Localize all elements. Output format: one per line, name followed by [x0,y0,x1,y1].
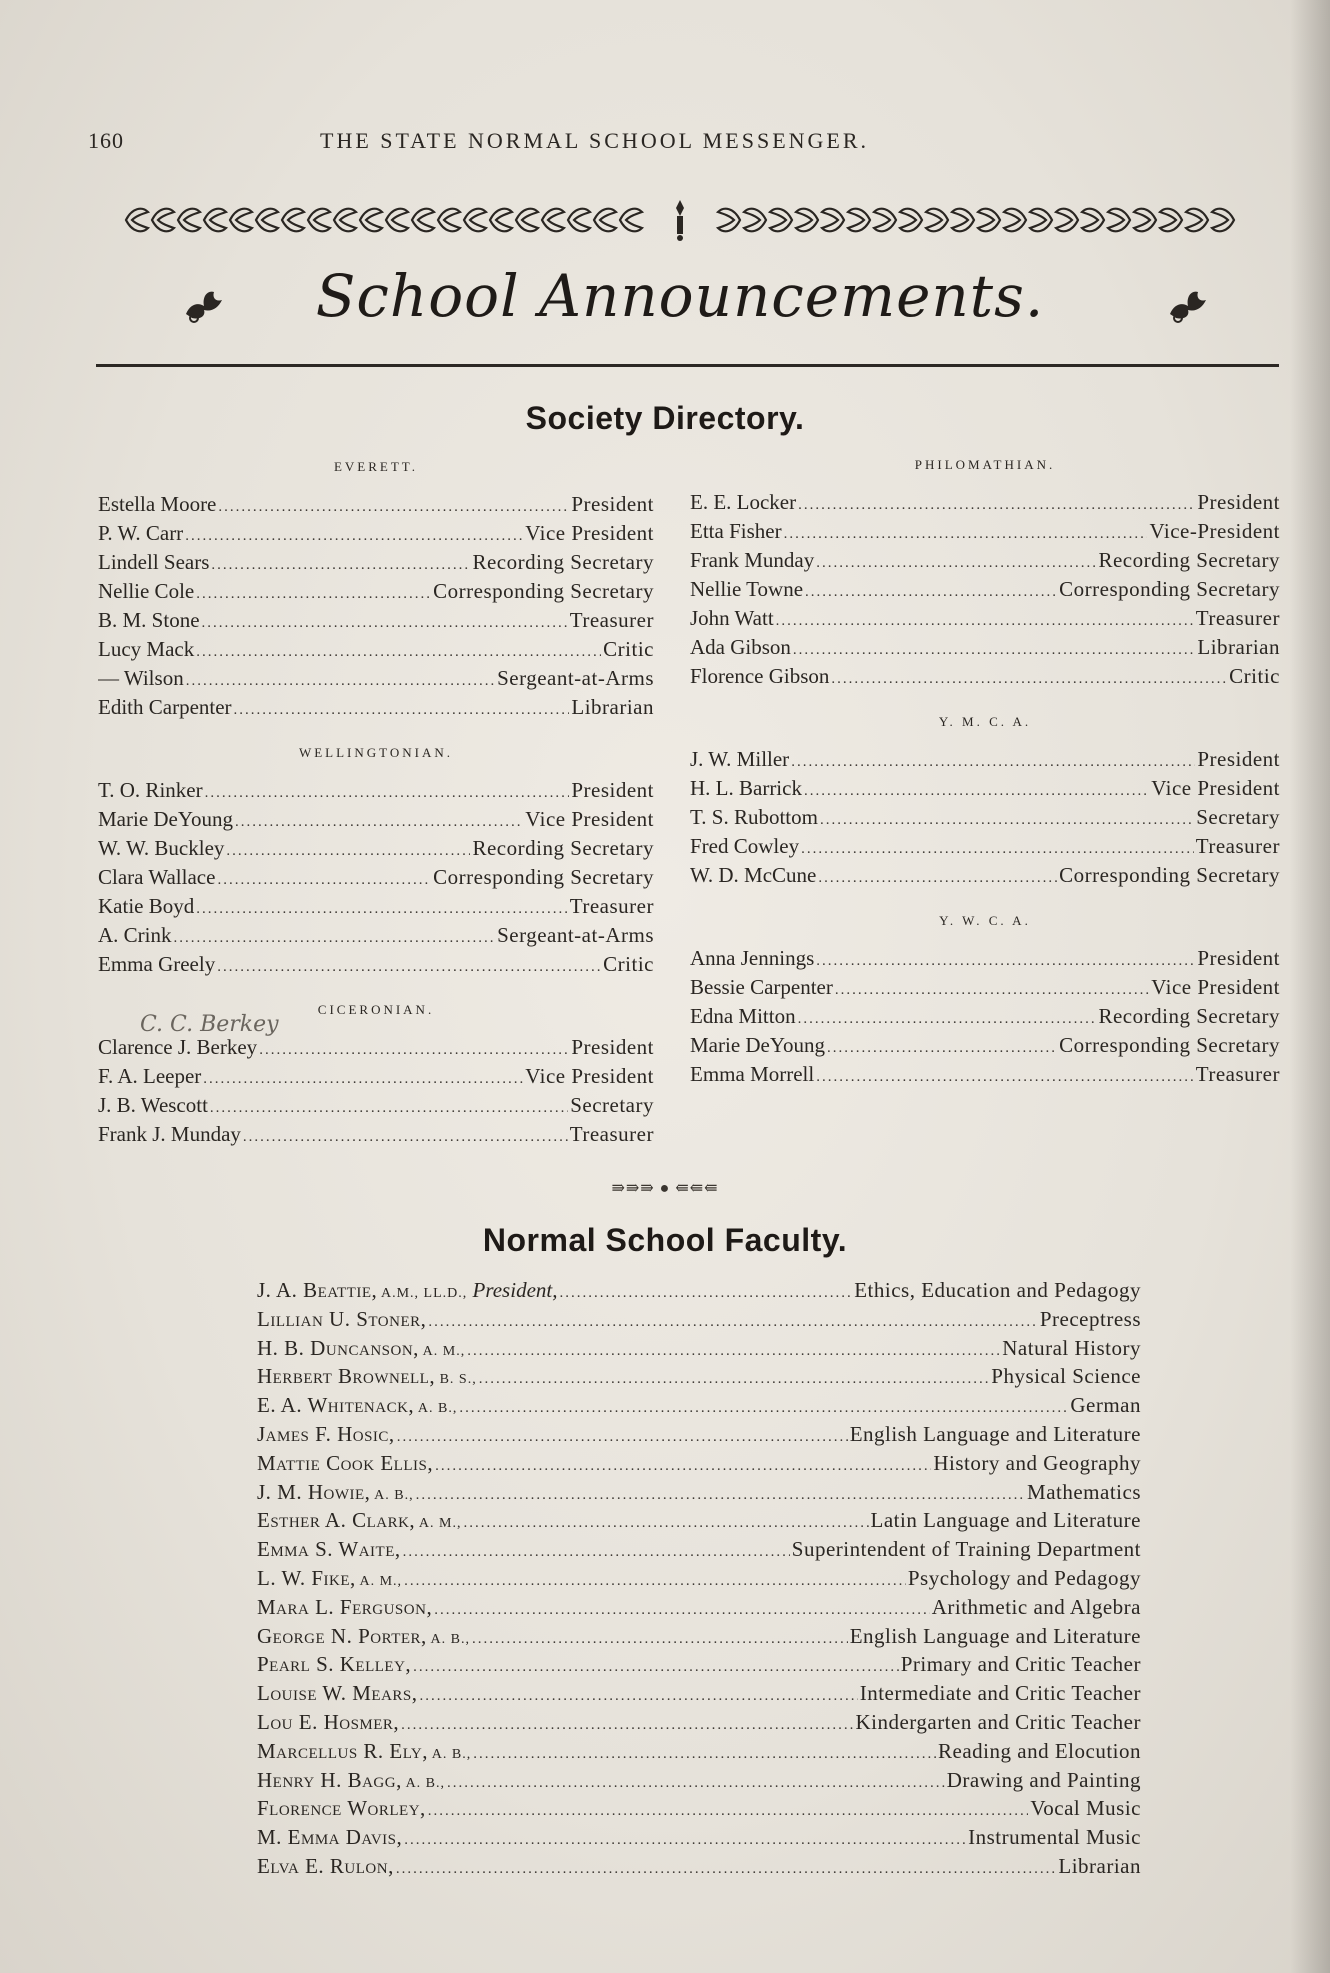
faculty-name-group [257,1593,432,1622]
officer-row [98,519,654,548]
faculty-name: Louise W. Mears, [257,1681,418,1706]
officer-row [690,1031,1280,1060]
faculty-name-group [257,1420,395,1449]
dot-leader [459,1394,1068,1420]
officer-office: Librarian [1197,635,1280,659]
faculty-row [257,1391,1141,1420]
dot-leader [185,522,523,548]
heading-rule [96,364,1279,367]
faculty-subject: Instrumental Music [968,1825,1141,1850]
faculty-name: E. A. Whitenack, [257,1393,415,1418]
faculty-degree: A. B., [370,1487,414,1503]
faculty-name-group [257,1535,401,1564]
dot-leader [776,607,1194,633]
officer-name: P. W. Carr [98,521,184,545]
faculty-title: Normal School Faculty. [482,1222,848,1258]
faculty-name: James F. Hosic, [257,1421,395,1446]
page-number: 160 [88,128,124,153]
dot-leader [798,491,1195,517]
officer-name: Lindell Sears [98,550,210,574]
officer-row [98,950,654,979]
running-title: THE STATE NORMAL SCHOOL MESSENGER. [320,128,870,153]
officer-name: Emma Morrell [690,1062,815,1086]
faculty-row [257,1622,1141,1651]
officer-name: Clara Wallace [98,865,216,889]
handwritten-annotation: C. C. Berkey [140,1012,279,1037]
officer-row [690,546,1280,575]
dot-leader [818,864,1057,890]
officer-row [98,664,654,693]
fleuron-icon [1166,284,1210,324]
faculty-name-group [257,1449,433,1478]
dot-leader [234,696,570,722]
fleuron-icon [182,284,226,324]
officer-office: Treasurer [569,1122,654,1146]
officer-name: Bessie Carpenter [690,975,833,999]
officer-office: Secretary [570,1093,654,1117]
officer-row [98,776,654,805]
officer-name: J. W. Miller [690,747,790,771]
officer-office: Corresponding Secretary [433,579,654,603]
society-name: CICERONIAN. [317,1002,435,1017]
faculty-name: Florence Worley, [257,1796,426,1821]
dot-leader [827,1034,1057,1060]
faculty-degree: A. M., [418,1343,466,1359]
officer-office: Corresponding Secretary [1059,1033,1280,1057]
dot-leader [473,1740,936,1766]
faculty-row [257,1449,1141,1478]
officer-row [98,1033,654,1062]
society-name: WELLINGTONIAN. [298,745,454,760]
officer-row [690,633,1280,662]
faculty-name: Marcellus R. Ely, [257,1738,429,1763]
dot-leader [831,665,1227,691]
society-block [690,713,1280,890]
faculty-row [257,1478,1141,1507]
officer-row [690,1002,1280,1031]
dot-leader [467,1337,1000,1363]
officer-row [98,834,654,863]
officer-row [98,548,654,577]
officer-row [690,745,1280,774]
dot-leader [210,1094,568,1120]
officer-row [690,488,1280,517]
faculty-name: Henry H. Bagg, [257,1767,402,1792]
faculty-row [257,1305,1141,1334]
officer-name: Lucy Mack [98,637,195,661]
faculty-degree: A.M., LL.D., [377,1286,468,1301]
officer-office: Treasurer [1195,606,1280,630]
officer-name: John Watt [690,606,774,630]
faculty-name: George N. Porter, [257,1623,427,1648]
officer-name: E. E. Locker [690,490,797,514]
officer-office: Critic [1229,664,1280,688]
faculty-degree: A. B., [428,1746,472,1762]
officer-name: Ada Gibson [690,635,791,659]
dot-leader [472,1625,848,1651]
officer-office: Critic [603,952,654,976]
faculty-name: L. W. Fike, [257,1565,356,1590]
officer-name: Clarence J. Berkey [98,1035,258,1059]
dot-leader [243,1123,568,1149]
officer-office: Vice President [1151,975,1280,999]
officer-name: A. Crink [98,923,172,947]
officer-name: Frank J. Munday [98,1122,241,1146]
faculty-title: President, [467,1278,558,1302]
officer-name: Nellie Towne [690,577,804,601]
faculty-name: Emma S. Waite, [257,1537,401,1562]
officer-row [98,921,654,950]
officer-row [98,606,654,635]
faculty-subject: Kindergarten and Critic Teacher [855,1709,1141,1734]
dot-leader [186,667,495,693]
faculty-subject: History and Geography [933,1450,1141,1475]
society-column-left [98,458,654,1171]
dot-leader [218,493,569,519]
faculty-name: J. A. Beattie, [257,1278,378,1302]
officer-office: Vice President [525,1064,654,1088]
officer-row [690,575,1280,604]
faculty-degree: A. B., [426,1631,470,1647]
officer-office: Secretary [1196,805,1280,829]
officer-name: Katie Boyd [98,894,195,918]
dot-leader [217,866,431,892]
faculty-row [257,1794,1141,1823]
dot-leader [396,1855,1057,1881]
faculty-subject: Psychology and Pedagogy [907,1565,1141,1590]
dot-leader [397,1423,848,1449]
officer-office: Treasurer [1195,834,1280,858]
officer-name: Marie DeYoung [690,1033,825,1057]
officer-row [98,577,654,606]
faculty-subject: Natural History [1002,1335,1141,1360]
faculty-name: M. Emma Davis, [257,1825,403,1850]
faculty-subject: German [1070,1393,1141,1418]
dot-leader [791,748,1195,774]
faculty-row [257,1506,1141,1535]
dot-leader [801,835,1194,861]
faculty-subject: Ethics, Education and Pedagogy [854,1278,1141,1302]
faculty-name: Mara L. Ferguson, [257,1594,433,1619]
officer-row [690,861,1280,890]
dot-leader [401,1711,853,1737]
dot-leader [404,1567,906,1593]
faculty-name: Lou E. Hosmer, [257,1709,400,1734]
faculty-name: Elva E. Rulon, [257,1853,394,1878]
society-name: Y. M. C. A. [938,714,1032,729]
officer-row [98,490,654,519]
faculty-row [257,1708,1141,1737]
officer-name: Florence Gibson [690,664,830,688]
dot-leader [463,1509,868,1535]
dot-leader [196,895,568,921]
faculty-row [257,1823,1141,1852]
officer-office: Treasurer [569,608,654,632]
faculty-subject: Intermediate and Critic Teacher [859,1681,1141,1706]
officer-office: President [571,1035,654,1059]
dot-leader [798,1005,1097,1031]
officer-name: J. B. Wescott [98,1093,208,1117]
officer-row [690,517,1280,546]
officer-office: Librarian [571,695,654,719]
running-head [88,128,1248,158]
faculty-name-group [257,1478,414,1507]
officer-office: Recording Secretary [472,836,654,860]
officer-name: Emma Greely [98,952,216,976]
officer-name: Estella Moore [98,492,217,516]
faculty-subject: Superintendent of Training Department [791,1537,1141,1562]
officer-name: T. S. Rubottom [690,805,818,829]
officer-office: Sergeant-at-Arms [497,666,654,690]
faculty-name-group [257,1679,418,1708]
dot-leader [816,549,1096,575]
dot-leader [835,976,1149,1002]
society-column-right [690,456,1280,1111]
faculty-name-group [257,1650,411,1679]
officer-row [98,635,654,664]
faculty-subject: Drawing and Painting [946,1767,1141,1792]
society-block [690,456,1280,691]
officer-office: Corresponding Secretary [433,865,654,889]
society-block [98,744,654,979]
faculty-subject: Mathematics [1027,1479,1141,1504]
faculty-row [257,1650,1141,1679]
faculty-row [257,1593,1141,1622]
faculty-name-group [257,1391,457,1420]
officer-row [98,805,654,834]
faculty-degree: A. M., [415,1516,462,1532]
society-block [98,458,654,722]
faculty-name: Herbert Brownell, [257,1364,436,1389]
page-edge-shadow [1290,0,1330,1973]
faculty-row [257,1535,1141,1564]
dot-leader [435,1452,931,1478]
faculty-subject: Preceptress [1039,1306,1141,1331]
faculty-name: J. M. Howie, [257,1479,371,1504]
faculty-name-group [257,1276,557,1305]
faculty-degree: A. B., [414,1401,458,1417]
faculty-name-group [257,1305,426,1334]
officer-row [690,774,1280,803]
section-divider: ⇛⇛⇛ ● ⇚⇚⇚ [611,1180,719,1197]
officer-office: Sergeant-at-Arms [497,923,654,947]
officer-office: Vice-President [1149,519,1280,543]
society-name: PHILOMATHIAN. [914,457,1056,472]
officer-row [98,693,654,722]
faculty-degree: A. B., [401,1775,446,1791]
officer-row [690,973,1280,1002]
announcements-heading [90,262,1270,342]
faculty-subject: Physical Science [991,1364,1141,1389]
officer-name: T. O. Rinker [98,778,203,802]
officer-row [690,1060,1280,1089]
officer-name: Nellie Cole [98,579,195,603]
officer-row [98,1062,654,1091]
faculty-subject: Primary and Critic Teacher [900,1652,1141,1677]
faculty-degree: B. S., [435,1372,477,1388]
dot-leader [428,1308,1037,1334]
officer-row [98,892,654,921]
society-directory-title: Society Directory. [525,400,805,436]
officer-office: President [1197,747,1280,771]
faculty-row [257,1334,1141,1363]
dot-leader [784,520,1148,546]
faculty-name: Pearl S. Kelley, [257,1652,412,1677]
faculty-subject: Librarian [1058,1853,1141,1878]
dot-leader [203,1065,523,1091]
faculty-row [257,1737,1141,1766]
officer-name: Marie DeYoung [98,807,233,831]
officer-office: Vice President [525,807,654,831]
faculty-degree: A. M., [355,1573,403,1589]
officer-office: Treasurer [569,894,654,918]
officer-row [690,944,1280,973]
dot-leader [202,609,568,635]
faculty-name-group [257,1737,471,1766]
officer-office: Recording Secretary [1098,548,1280,572]
faculty-subject: Arithmetic and Algebra [931,1594,1141,1619]
dot-leader [196,580,431,606]
officer-office: President [1197,946,1280,970]
faculty-list [257,1276,1141,1881]
officer-name: F. A. Leeper [98,1064,202,1088]
dot-leader [820,806,1194,832]
faculty-subject: Reading and Elocution [938,1738,1141,1763]
faculty-row [257,1852,1141,1881]
faculty-subject: English Language and Literature [849,1421,1141,1446]
faculty-subject: Vocal Music [1030,1796,1141,1821]
faculty-name-group [257,1708,399,1737]
officer-office: Vice President [1151,776,1280,800]
officer-office: Treasurer [1195,1062,1280,1086]
officer-row [690,803,1280,832]
faculty-name-group [257,1794,426,1823]
faculty-name: Lillian U. Stoner, [257,1306,427,1331]
faculty-row [257,1362,1141,1391]
officer-name: W. D. McCune [690,863,817,887]
faculty-name: Mattie Cook Ellis, [257,1450,434,1475]
faculty-name-group [257,1622,470,1651]
faculty-name: Esther A. Clark, [257,1508,416,1533]
officer-name: W. W. Buckley [98,836,225,860]
officer-row [98,863,654,892]
dot-leader [428,1797,1029,1823]
officer-name: Frank Munday [690,548,815,572]
officer-office: Vice President [525,521,654,545]
officer-name: H. L. Barrick [690,776,802,800]
dot-leader [196,638,601,664]
dot-leader [259,1036,569,1062]
dot-leader [559,1279,852,1305]
officer-office: President [1197,490,1280,514]
officer-name: Edna Mitton [690,1004,796,1028]
dot-leader [434,1596,930,1622]
officer-office: Corresponding Secretary [1059,577,1280,601]
dot-leader [211,551,470,577]
dot-leader [805,578,1057,604]
dot-leader [404,1826,966,1852]
officer-name: B. M. Stone [98,608,200,632]
officer-office: President [571,778,654,802]
officer-office: Recording Secretary [1098,1004,1280,1028]
society-name: Y. W. C. A. [939,913,1031,928]
officer-name: Anna Jennings [690,946,815,970]
officer-office: Corresponding Secretary [1059,863,1280,887]
officer-office: President [571,492,654,516]
officer-name: — Wilson [98,666,184,690]
society-block [690,912,1280,1089]
officer-row [98,1091,654,1120]
faculty-name: H. B. Duncanson, [257,1335,419,1360]
dot-leader [420,1682,858,1708]
officer-name: Fred Cowley [690,834,800,858]
officer-row [98,1120,654,1149]
faculty-name-group [257,1362,477,1391]
dot-leader [479,1365,990,1391]
leaf-scroll-ornament-icon [124,198,1236,242]
dot-leader [816,947,1195,973]
dot-leader [226,837,470,863]
faculty-row [257,1420,1141,1449]
faculty-row [257,1766,1141,1795]
dot-leader [403,1538,790,1564]
ornamental-border [124,198,1236,242]
faculty-name-group [257,1823,402,1852]
dot-leader [205,779,570,805]
faculty-name-group [257,1506,461,1535]
society-name: EVERETT. [333,459,419,474]
faculty-row [257,1564,1141,1593]
faculty-subject: Latin Language and Literature [870,1508,1141,1533]
faculty-name-group [257,1564,402,1593]
officer-office: Critic [603,637,654,661]
dot-leader [217,953,601,979]
dot-leader [413,1653,899,1679]
dot-leader [235,808,523,834]
officer-office: Recording Secretary [472,550,654,574]
dot-leader [804,777,1149,803]
faculty-name-group [257,1334,465,1363]
dot-leader [816,1063,1194,1089]
dot-leader [447,1769,945,1795]
faculty-row [257,1276,1141,1305]
officer-name: Etta Fisher [690,519,782,543]
faculty-name-group [257,1852,394,1881]
dot-leader [416,1481,1025,1507]
faculty-subject: English Language and Literature [849,1623,1141,1648]
dot-leader [174,924,496,950]
officer-row [690,662,1280,691]
main-heading: School Announcements. [315,262,1045,330]
officer-row [690,832,1280,861]
faculty-row [257,1679,1141,1708]
officer-row [690,604,1280,633]
officer-name: Edith Carpenter [98,695,232,719]
dot-leader [793,636,1195,662]
faculty-name-group [257,1766,445,1795]
